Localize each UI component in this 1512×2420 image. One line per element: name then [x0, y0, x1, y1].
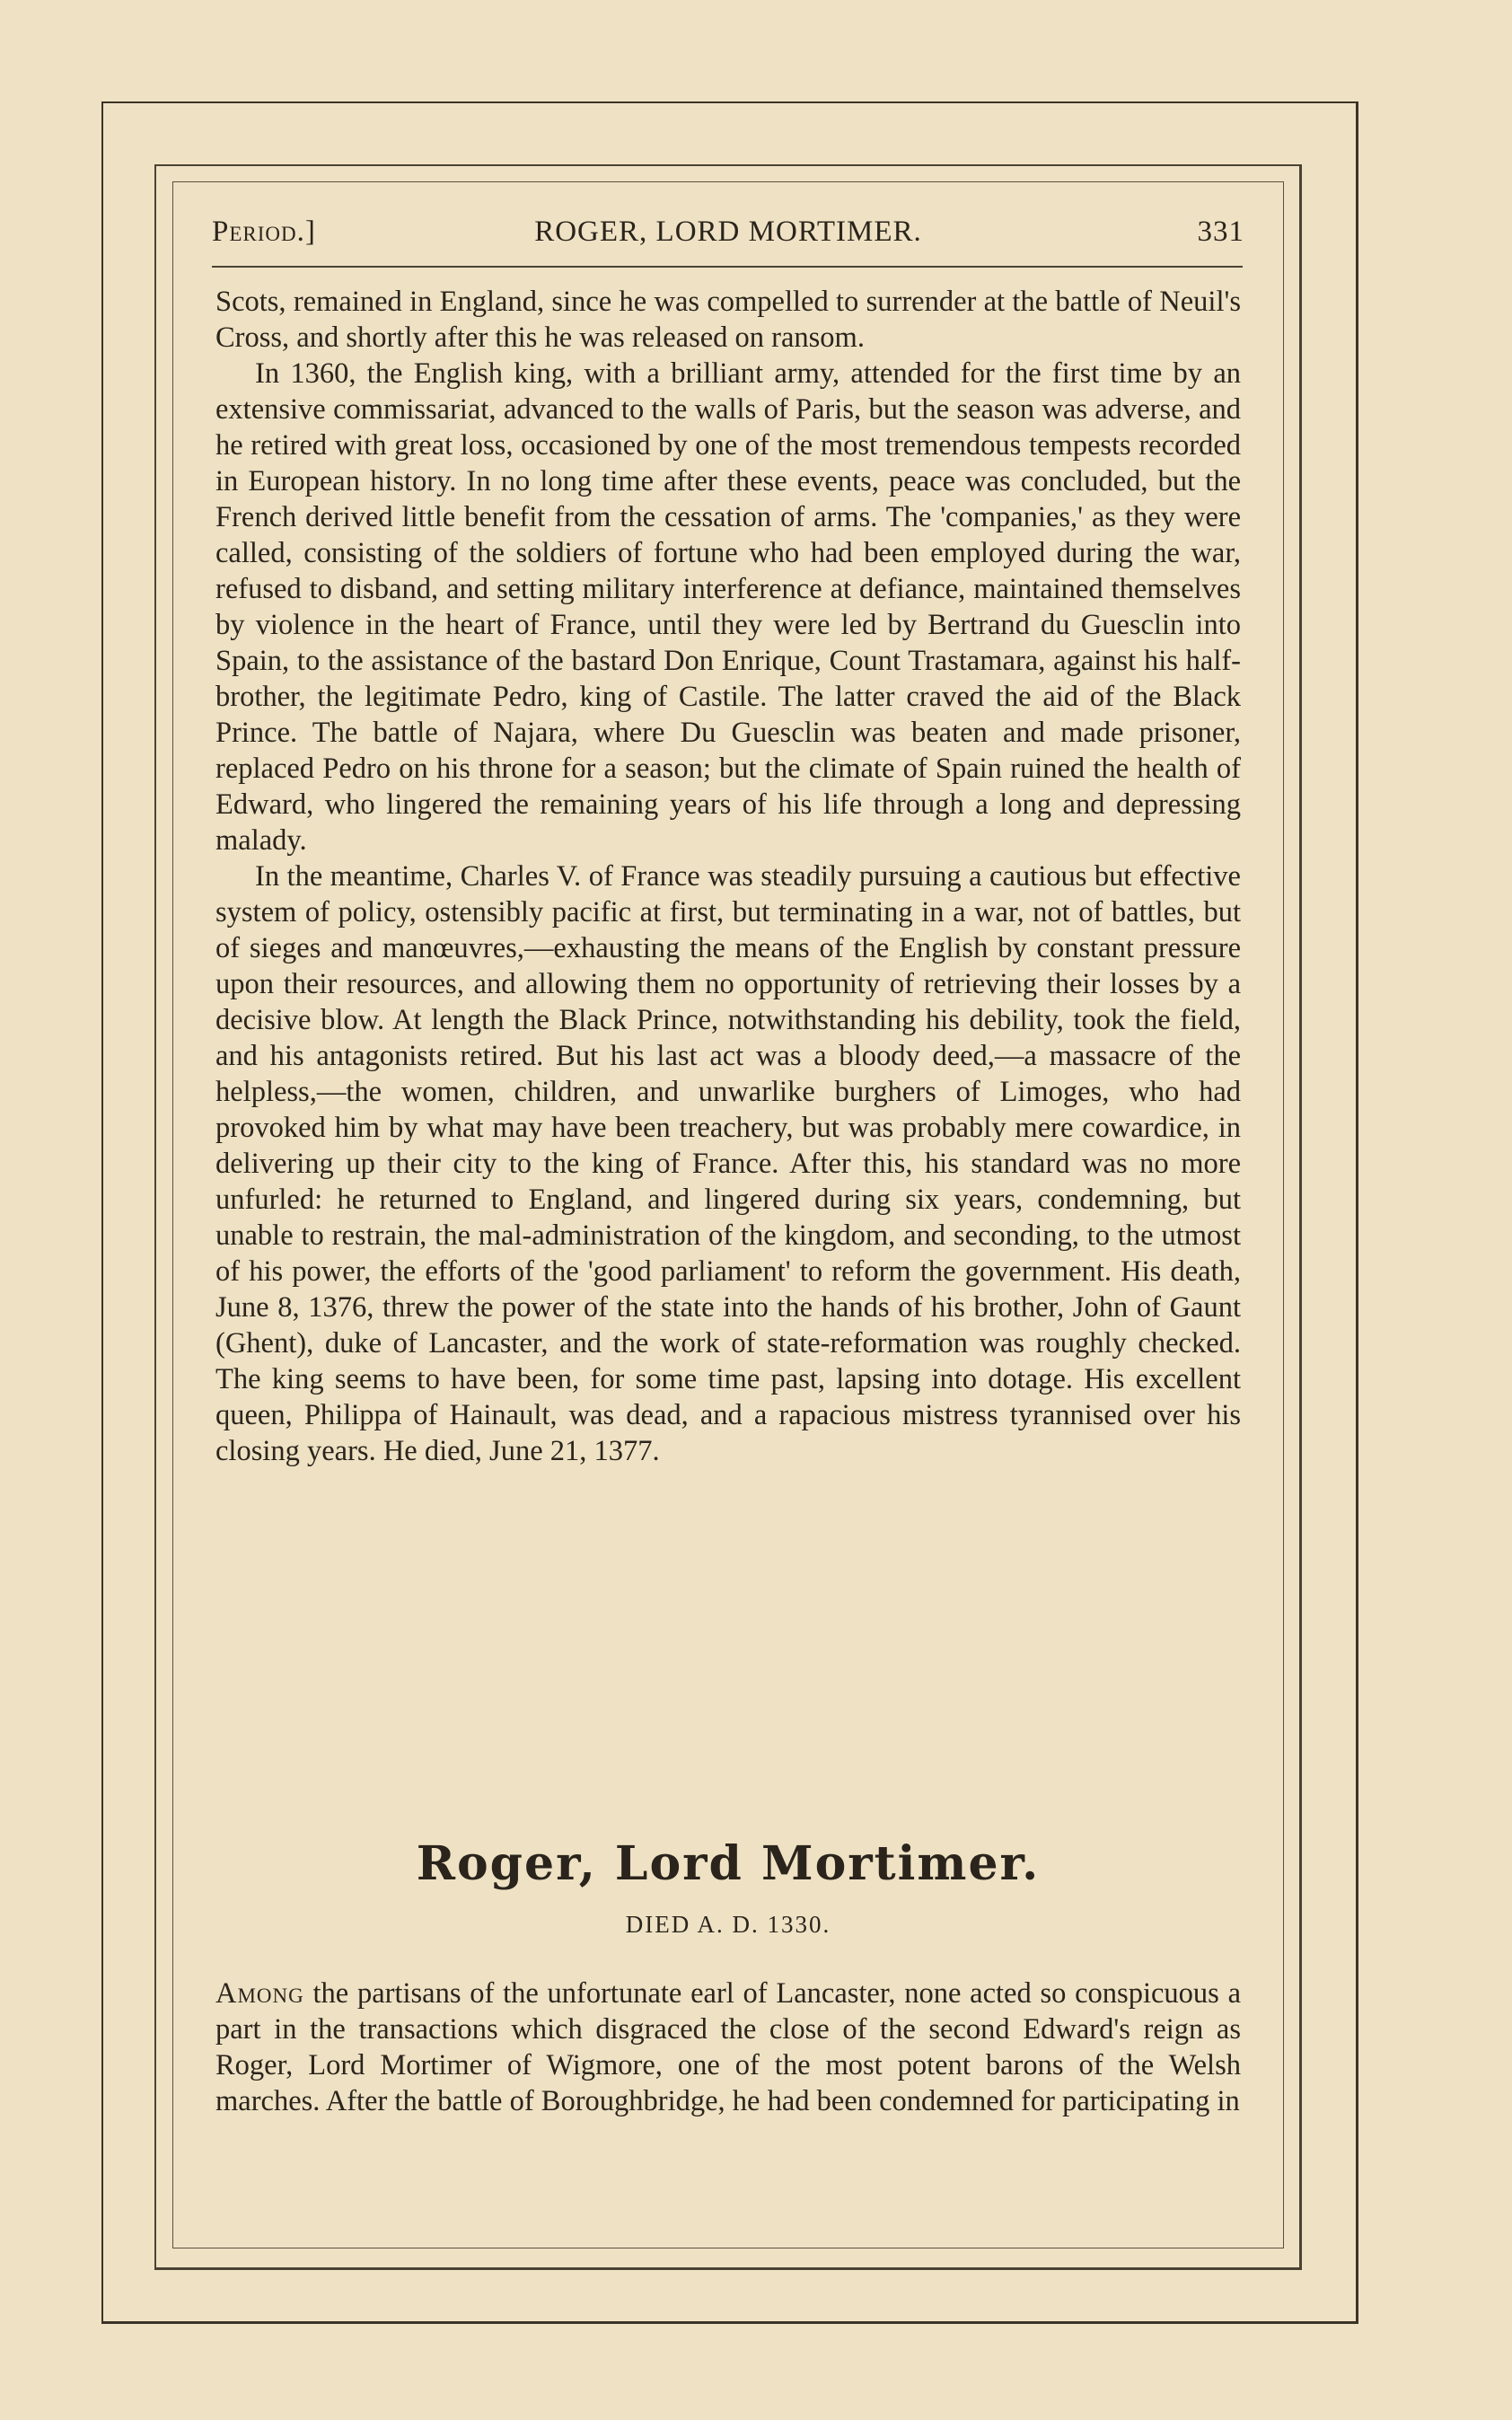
running-head-section: Period.] [212, 216, 316, 248]
header-rule [212, 266, 1243, 268]
section-body-text [215, 1976, 1241, 2119]
opening-paragraph-text: the partisans of the unfortunate earl of Lancaster, none acted so conspicuous a part in the transactions which disgraced the close of the second Edward's reign as Roger, Lord Mortimer of Wigmore, one of the most potent barons of the Welsh marches. After the battle of Boroughbridge, he had been condemned for participating in [215, 1977, 1241, 2117]
section-heading: Roger, Lord Mortimer. [416, 1836, 1041, 1891]
section-opening-paragraph [215, 1976, 1241, 2119]
running-head [212, 216, 1244, 251]
paragraph-continued: Scots, remained in England, since he was compelled to surrender at the battle of Neuil's Cross, and shortly after this he was released on ransom. [215, 286, 1241, 354]
paragraph-1360: In 1360, the English king, with a brilliant army, attended for the first time by an extensive commissariat, advanced to the walls of Paris, but the season was adverse, and he retired with great loss, occasioned by one of the most tremendous tempests recorded in European history. In no long time after these events, peace was concluded, but the French derived little benefit from the cessation of arms. The 'companies,' as they were called, consisting of the soldiers of fortune who had been employed during the war, refused to disband, and setting military interference at defiance, maintained themselves by violence in the heart of France, until they were led by Bertrand du Guesclin into Spain, to the assistance of the bastard Don Enrique, Count Trastamara, against his half-brother, the legitimate Pedro, king of Castile. The latter craved the aid of the Black Prince. The battle of Najara, where Du Guesclin was beaten and made prisoner, replaced Pedro on his throne for a season; but the climate of Spain ruined the health of Edward, who lingered the remaining years of his life through a long and depressing malady. [215, 357, 1241, 857]
page-number: 331 [1197, 216, 1244, 248]
paragraph-charles-v: In the meantime, Charles V. of France was steadily pursuing a cautious but effective system of policy, ostensibly pacific at first, but terminating in a war, not of battles, but of sieges and manœuvres,—exhausting the means of the English by constant pressure upon their resources, and allowing them no opportunity of retrieving their losses by a decisive blow. At length the Black Prince, notwithstanding his debility, took the field, and his antagonists retired. But his last act was a bloody deed,—a massacre of the helpless,—the women, children, and unwarlike burghers of Limoges, who had provoked him by what may have been treachery, but was probably mere cowardice, in delivering up their city to the king of France. After this, his standard was no more unfurled: he returned to England, and lingered during six years, condemning, but unable to restrain, the mal-administration of the kingdom, and seconding, to the utmost of his power, the efforts of the 'good parliament' to reform the government. His death, June 8, 1376, threw the power of the state into the hands of his brother, John of Gaunt (Ghent), duke of Lancaster, and the work of state-reformation was roughly checked. The king seems to have been, for some time past, lapsing into dotage. His excellent queen, Philippa of Hainault, was dead, and a rapacious mistress tyrannised over his closing years. He died, June 21, 1377. [215, 860, 1241, 1467]
body-text [215, 284, 1241, 1469]
section-subheading-died: DIED A. D. 1330. [625, 1911, 831, 1938]
running-head-title: ROGER, LORD MORTIMER. [534, 216, 922, 248]
opening-word: Among [215, 1977, 304, 2010]
